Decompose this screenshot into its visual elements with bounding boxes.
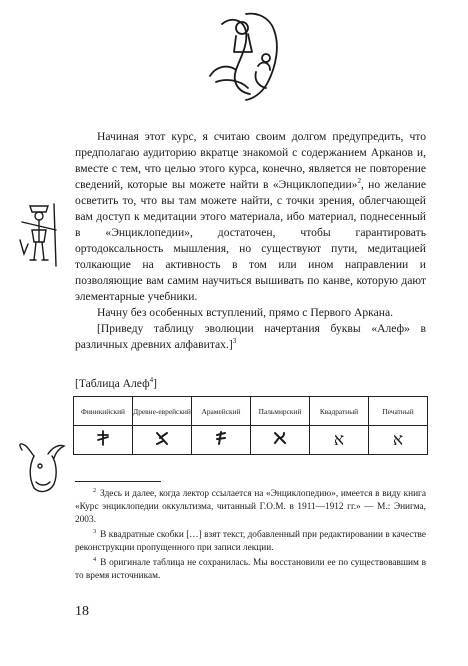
glyph-print-cell: א [369,426,428,455]
main-text [75,129,426,306]
page-number: 18 [75,604,89,619]
palmyrene-alef-glyph [271,429,289,447]
glyph-palmyrene-cell [251,426,310,455]
table-caption [75,377,157,390]
paragraph-start: Начну без особенных вступлений, прямо с Первого Аркана. [97,306,394,319]
footnote-4-number: 4 [93,556,97,563]
old-hebrew-alef-glyph [153,429,171,447]
footnote-2 [75,488,426,528]
paragraph-intro-part1: Начиная этот курс, я считаю своим долгом предупредить, что предполагаю аудиторию вкратце знакомой с содержанием Арканов и, вместе с тем, что целью этого курса, конечно, является не повторение сведений, которые вы можете найти в «Энциклопедии» [75,130,426,192]
table-header-row [74,397,428,426]
glyph-old-hebrew-cell [133,426,192,455]
footnote-ref-3: 3 [232,337,237,346]
ornamental-letter-illustration [196,6,292,106]
footnote-3-text-wrap [75,529,426,555]
table-glyph-row [74,426,428,455]
header-phoenician: Финикийский [74,397,133,426]
footnote-4-text: В оригинале таблица не сохранилась. Мы восстановили ее по существовавшим в то время источникам. [75,558,426,582]
footnote-ref-4: 4 [149,376,154,384]
footnote-2-text-wrap [75,488,426,528]
glyph-phoenician-cell [74,426,133,455]
ox-head-illustration [12,440,72,496]
footnote-ref-2: 2 [357,177,361,186]
paragraph-table-text: [Приведу таблицу эволюции начертания буквы «Алеф» в различных древних алфавитах.] [75,322,426,352]
header-aramaic: Арамейский [192,397,251,426]
table-caption-close: ] [153,377,157,390]
phoenician-alef-glyph [94,429,112,447]
alef-table [73,396,428,455]
glyph-aramaic-cell [192,426,251,455]
footnote-3-text: В квадратные скобки […] взят текст, добавленный при редактировании в качестве реконструкции пропущенного при записи лекции. [75,530,426,554]
table-caption-text: [Таблица Алеф [75,377,150,390]
footnote-4-text-wrap [75,557,426,583]
paragraph-intro [75,129,426,306]
footnote-divider [75,481,161,482]
glyph-square-cell: א [310,426,369,455]
footnote-4 [75,557,426,583]
footnote-3-number: 3 [93,528,97,535]
header-square: Квадратный [310,397,369,426]
paragraph-intro-part2: , но желание осветить то, что вы там можете найти, с точки зрения, облегчающей вам доступ к медитации этого материала, ибо материал, поднесенный в «Энциклопедии», достаточен, чтобы гарантировать ортодоксальность мышления, но существуют пути, медитацией толкающие на активность в том или ином направлении и позволяющие вам самим научиться вышивать по канве, которую дают элементарные учебники. [75,178,427,304]
footnote-2-number: 2 [93,487,97,494]
header-print: Печатный [369,397,428,426]
footnote-3 [75,529,426,555]
header-old-hebrew: Древне-еврейский [133,397,192,426]
header-palmyrene: Пальмирский [251,397,310,426]
second-text [75,305,426,353]
magician-figure-illustration [14,200,64,270]
footnote-2-text: Здесь и далее, когда лектор ссылается на «Энциклопедию», имеется в виду книга «Курс энциклопедии оккультизма, читанный Г.О.М. в 1911—1912 гг.» — М.: Энигма, 2003. [75,489,426,526]
aramaic-alef-glyph [212,429,230,447]
paragraph-table-intro [75,321,426,353]
